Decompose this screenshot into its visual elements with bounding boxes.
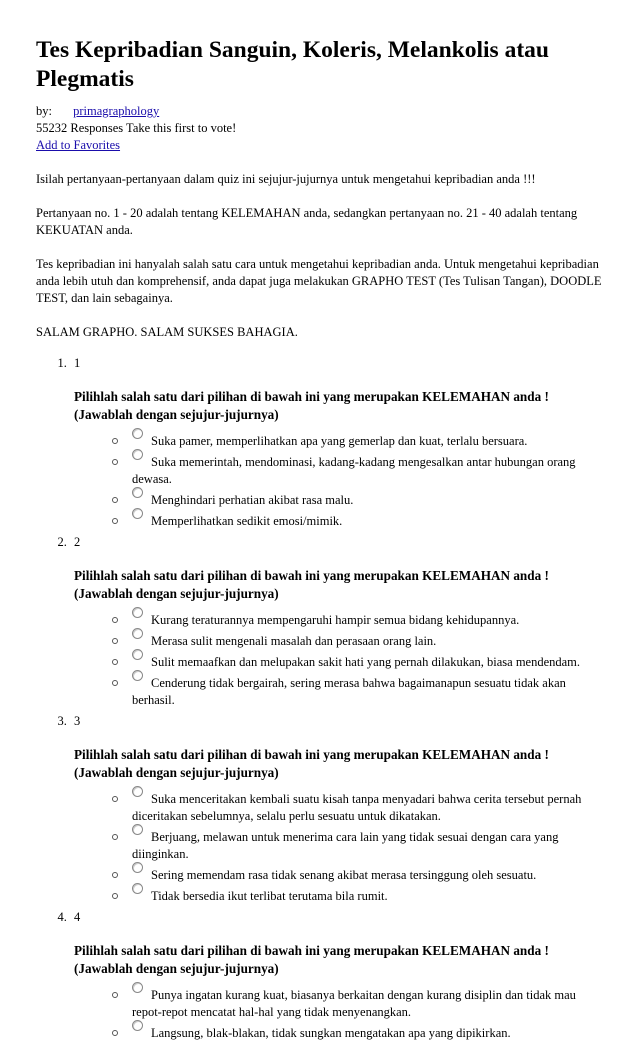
question-item bbox=[70, 355, 606, 530]
intro-paragraph: Isilah pertanyaan-pertanyaan dalam quiz ini sejujur-jujurnya untuk mengetahui kepribadian anda !!! bbox=[36, 172, 536, 186]
circle-bullet-icon bbox=[112, 518, 118, 524]
option-label: Memperlihatkan sedikit emosi/mimik. bbox=[151, 514, 343, 528]
option-item bbox=[112, 633, 606, 650]
radio-button[interactable] bbox=[132, 1020, 143, 1031]
question-number: 3 bbox=[74, 714, 81, 728]
radio-button[interactable] bbox=[132, 862, 143, 873]
by-label: by: bbox=[36, 104, 52, 118]
circle-bullet-icon bbox=[112, 497, 118, 503]
option-label: Kurang teraturannya mempengaruhi hampir semua bidang kehidupannya. bbox=[151, 613, 520, 627]
page-title: Tes Kepribadian Sanguin, Koleris, Melankolis atau Plegmatis bbox=[36, 37, 549, 92]
option-item bbox=[112, 888, 606, 905]
radio-button[interactable] bbox=[132, 508, 143, 519]
radio-button[interactable] bbox=[132, 982, 143, 993]
add-to-favorites-link[interactable]: Add to Favorites bbox=[36, 138, 121, 152]
circle-bullet-icon bbox=[112, 459, 118, 465]
option-label: Suka pamer, memperlihatkan apa yang gemerlap dan kuat, terlalu bersuara. bbox=[151, 434, 528, 448]
question-number: 4 bbox=[74, 910, 81, 924]
circle-bullet-icon bbox=[112, 796, 118, 802]
radio-button[interactable] bbox=[132, 628, 143, 639]
greeting-paragraph: SALAM GRAPHO. SALAM SUKSES BAHAGIA. bbox=[36, 325, 298, 339]
option-label: Sulit memaafkan dan melupakan sakit hati yang pernah dilakukan, biasa mendendam. bbox=[151, 655, 581, 669]
question-prompt: Pilihlah salah satu dari pilihan di bawah ini yang merupakan KELEMAHAN anda ! (Jawablah dengan sejujur-jujurnya) bbox=[74, 943, 549, 976]
author-link[interactable]: primagraphology bbox=[73, 104, 160, 118]
radio-button[interactable] bbox=[132, 487, 143, 498]
question-list bbox=[36, 355, 606, 1042]
option-label: Cenderung tidak bergairah, sering merasa bahwa bagaimanapun sesuatu tidak akan berhasil. bbox=[132, 676, 566, 707]
option-item bbox=[112, 492, 606, 509]
circle-bullet-icon bbox=[112, 992, 118, 998]
circle-bullet-icon bbox=[112, 638, 118, 644]
question-item bbox=[70, 534, 606, 709]
option-label: Langsung, blak-blakan, tidak sungkan mengatakan apa yang dipikirkan. bbox=[151, 1026, 511, 1040]
circle-bullet-icon bbox=[112, 617, 118, 623]
option-label: Punya ingatan kurang kuat, biasanya berkaitan dengan kurang disiplin dan tidak mau repot-repot mencatat hal-hal yang tidak menyenangkan. bbox=[132, 988, 576, 1019]
option-item bbox=[112, 675, 606, 709]
question-item bbox=[70, 909, 606, 1042]
circle-bullet-icon bbox=[112, 659, 118, 665]
option-label: Suka menceritakan kembali suatu kisah tanpa menyadari bahwa cerita tersebut pernah diceritakan sebelumnya, selalu perlu sesuatu untuk dikatakan. bbox=[132, 792, 582, 823]
option-item bbox=[112, 454, 606, 488]
author-line bbox=[36, 103, 606, 120]
option-item bbox=[112, 654, 606, 671]
option-label: Berjuang, melawan untuk menerima cara lain yang tidak sesuai dengan cara yang diinginkan. bbox=[132, 830, 559, 861]
info-paragraph: Pertanyaan no. 1 - 20 adalah tentang KELEMAHAN anda, sedangkan pertanyaan no. 21 - 40 adalah tentang KEKUATAN anda. bbox=[36, 206, 578, 237]
option-label: Tidak bersedia ikut terlibat terutama bila rumit. bbox=[151, 889, 388, 903]
radio-button[interactable] bbox=[132, 649, 143, 660]
question-number: 2 bbox=[74, 535, 81, 549]
question-number: 1 bbox=[74, 356, 81, 370]
option-label: Sering memendam rasa tidak senang akibat merasa tersinggung oleh sesuatu. bbox=[151, 868, 537, 882]
option-label: Suka memerintah, mendominasi, kadang-kadang mengesalkan antar hubungan orang dewasa. bbox=[132, 455, 576, 486]
circle-bullet-icon bbox=[112, 438, 118, 444]
option-item bbox=[112, 612, 606, 629]
option-item bbox=[112, 1025, 606, 1042]
circle-bullet-icon bbox=[112, 893, 118, 899]
option-item bbox=[112, 513, 606, 530]
option-item bbox=[112, 829, 606, 863]
circle-bullet-icon bbox=[112, 872, 118, 878]
circle-bullet-icon bbox=[112, 680, 118, 686]
responses-line: 55232 Responses Take this first to vote! bbox=[36, 121, 237, 135]
radio-button[interactable] bbox=[132, 428, 143, 439]
question-prompt: Pilihlah salah satu dari pilihan di bawah ini yang merupakan KELEMAHAN anda ! (Jawablah dengan sejujur-jujurnya) bbox=[74, 747, 549, 780]
option-label: Merasa sulit mengenali masalah dan perasaan orang lain. bbox=[151, 634, 437, 648]
radio-button[interactable] bbox=[132, 883, 143, 894]
radio-button[interactable] bbox=[132, 449, 143, 460]
option-list bbox=[74, 433, 606, 530]
radio-button[interactable] bbox=[132, 607, 143, 618]
option-list bbox=[74, 612, 606, 709]
question-prompt: Pilihlah salah satu dari pilihan di bawah ini yang merupakan KELEMAHAN anda ! (Jawablah dengan sejujur-jujurnya) bbox=[74, 389, 549, 422]
option-item bbox=[112, 433, 606, 450]
question-item bbox=[70, 713, 606, 905]
option-item bbox=[112, 791, 606, 825]
circle-bullet-icon bbox=[112, 834, 118, 840]
option-item bbox=[112, 867, 606, 884]
description-paragraph: Tes kepribadian ini hanyalah salah satu cara untuk mengetahui kepribadian anda. Untuk mengetahui kepribadian anda lebih utuh dan komprehensif, anda dapat juga melakukan GRAPHO TEST (Tes Tulisan Tangan), DOODLE TEST, dan lain sebagainya. bbox=[36, 257, 602, 305]
option-label: Menghindari perhatian akibat rasa malu. bbox=[151, 493, 354, 507]
radio-button[interactable] bbox=[132, 824, 143, 835]
option-list bbox=[74, 791, 606, 905]
radio-button[interactable] bbox=[132, 786, 143, 797]
option-list bbox=[74, 987, 606, 1042]
circle-bullet-icon bbox=[112, 1030, 118, 1036]
quiz-page bbox=[36, 36, 606, 1046]
radio-button[interactable] bbox=[132, 670, 143, 681]
question-prompt: Pilihlah salah satu dari pilihan di bawah ini yang merupakan KELEMAHAN anda ! (Jawablah dengan sejujur-jujurnya) bbox=[74, 568, 549, 601]
option-item bbox=[112, 987, 606, 1021]
